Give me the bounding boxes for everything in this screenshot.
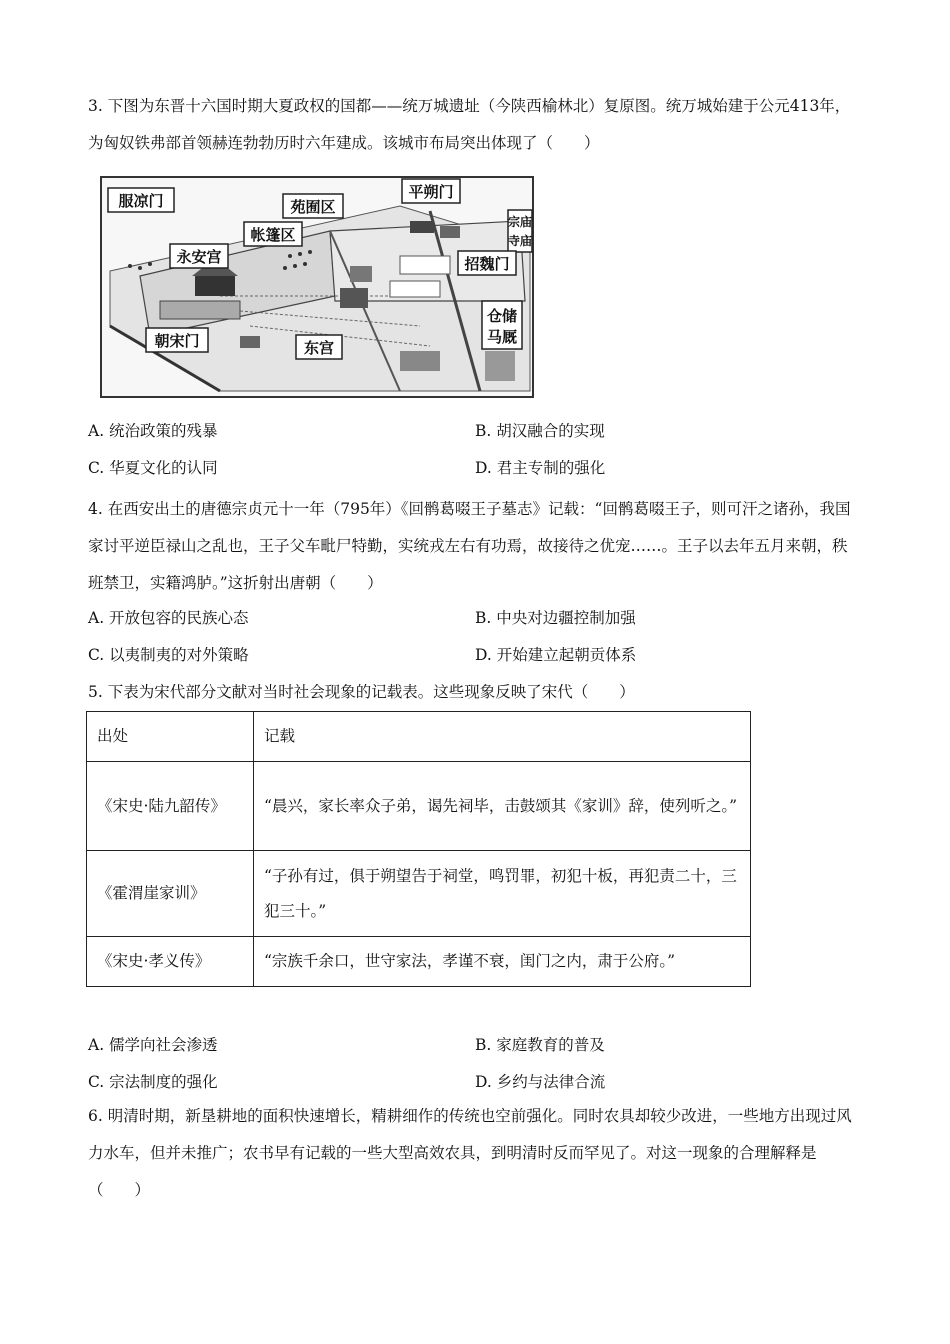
row-source: 《宋史·孝义传》 — [87, 937, 254, 987]
q5-option-d[interactable]: D. 乡约与法律合流 — [475, 1073, 606, 1091]
row-source: 《宋史·陆九韶传》 — [87, 762, 254, 851]
label-pingshuo-gate: 平朔门 — [408, 183, 454, 201]
label-zhaowei-gate: 招魏门 — [464, 255, 510, 273]
table-row — [87, 762, 751, 851]
label-buddhist-temple: 寺庙 — [507, 234, 533, 248]
q3-option-c[interactable]: C. 华夏文化的认同 — [88, 459, 218, 477]
question-5-stem: 5. 下表为宋代部分文献对当时社会现象的记载表。这些现象反映了宋代（ ） — [88, 683, 635, 701]
label-stable: 马厩 — [486, 328, 518, 346]
records-table — [86, 711, 751, 987]
row-source: 《霍渭崖家训》 — [87, 851, 254, 937]
q3-option-b[interactable]: B. 胡汉融合的实现 — [475, 422, 605, 440]
tongwan-city-figure — [100, 176, 534, 398]
table-row — [87, 851, 751, 937]
row-record: “子孙有过，俱于朔望告于祠堂，鸣罚罪，初犯十板，再犯责二十，三犯三十。” — [254, 851, 751, 937]
question-4-stem: 4. 在西安出土的唐德宗贞元十一年（795年）《回鹘葛啜王子墓志》记载：“回鹘葛啜王子，则可汗之诸孙，我国家讨平逆臣禄山之乱也，王子父车毗尸特勤，实统戎左右有功焉，故接待之优宠……。王子以去年五月来朝，秩班禁卫，实籍鸿胪。”这折射出唐朝（ ） — [88, 500, 851, 592]
q5-option-b[interactable]: B. 家庭教育的普及 — [475, 1036, 605, 1054]
q4-option-b[interactable]: B. 中央对边疆控制加强 — [475, 609, 636, 627]
q5-option-c[interactable]: C. 宗法制度的强化 — [88, 1073, 218, 1091]
row-record: “晨兴，家长率众子弟，谒先祠毕，击鼓颂其《家训》辞，使列听之。” — [254, 762, 751, 851]
question-3-stem: 3. 下图为东晋十六国时期大夏政权的国都——统万城遗址（今陕西榆林北）复原图。统万城始建于公元413年，为匈奴铁弗部首领赫连勃勃历时六年建成。该城市布局突出体现了（ ） — [88, 97, 851, 152]
header-record: 记载 — [254, 712, 751, 762]
label-yongan-palace: 永安宫 — [176, 248, 222, 266]
q3-option-d[interactable]: D. 君主专制的强化 — [475, 459, 606, 477]
table-row — [87, 937, 751, 987]
q4-option-c[interactable]: C. 以夷制夷的对外策略 — [88, 646, 249, 664]
q4-option-a[interactable]: A. 开放包容的民族心态 — [88, 609, 249, 627]
header-source: 出处 — [87, 712, 254, 762]
question-6-stem: 6. 明清时期，新垦耕地的面积快速增长，精耕细作的传统也空前强化。同时农具却较少改进，一些地方出现过风力水车，但并未推广；农书早有记载的一些大型高效农具，到明清时反而罕见了。对这一现象的合理解释是（ ） — [88, 1107, 852, 1199]
q5-option-a[interactable]: A. 儒学向社会渗透 — [88, 1036, 218, 1054]
q4-option-d[interactable]: D. 开始建立起朝贡体系 — [475, 646, 637, 664]
label-garden-area: 苑囿区 — [290, 198, 336, 216]
label-ancestral-temple: 宗庙 — [507, 215, 533, 229]
label-east-palace: 东宫 — [303, 339, 335, 357]
label-storage: 仓储 — [486, 307, 518, 325]
label-fuliang-gate: 服凉门 — [118, 192, 164, 210]
label-tent-area: 帐篷区 — [250, 226, 296, 244]
label-chaosong-gate: 朝宋门 — [154, 332, 200, 350]
q3-option-a[interactable]: A. 统治政策的残暴 — [88, 422, 218, 440]
table-header-row — [87, 712, 751, 762]
row-record: “宗族千余口，世守家法，孝谨不衰，闺门之内，肃于公府。” — [254, 937, 751, 987]
